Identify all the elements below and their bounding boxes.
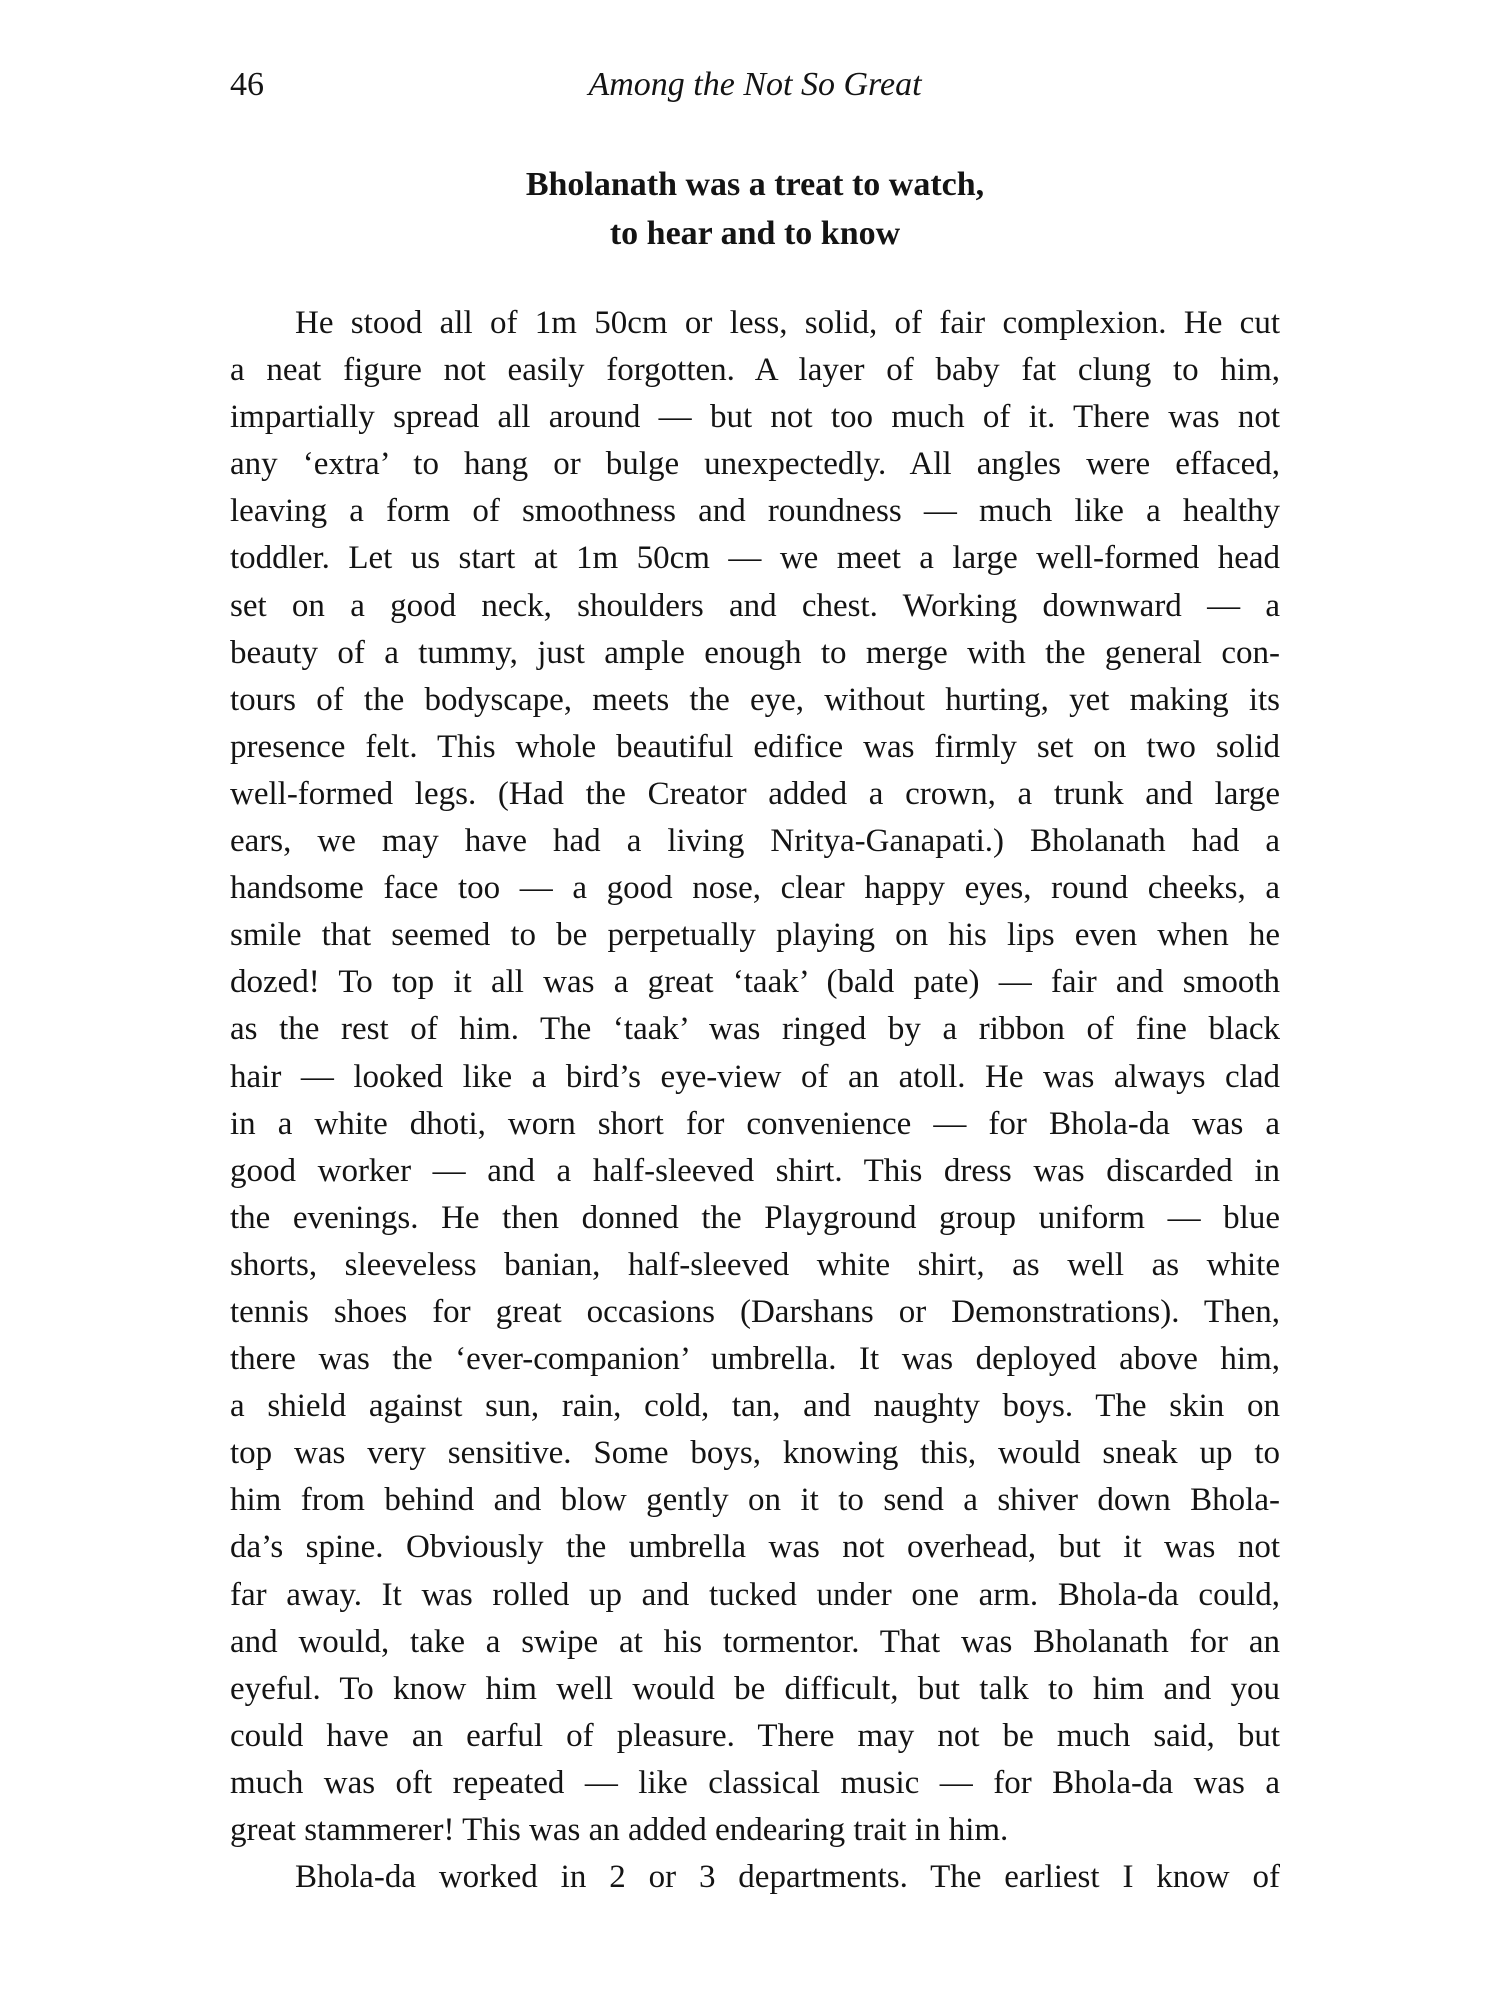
section-heading [230,160,1280,258]
body-text [230,300,1280,1901]
text-line: him from behind and blow gently on it to send a shiver down Bhola- [230,1482,1280,1519]
text-line: a neat figure not easily forgotten. A layer of baby fat clung to him, [230,352,1280,389]
text-line: ears, we may have had a living Nritya-Ganapati.) Bholanath had a [230,823,1280,860]
text-line: handsome face too — a good nose, clear happy eyes, round cheeks, a [230,870,1280,907]
text-line: hair — looked like a bird’s eye-view of an atoll. He was always clad [230,1058,1280,1095]
text-line: da’s spine. Obviously the umbrella was not overhead, but it was not [230,1529,1280,1566]
running-title: Among the Not So Great [588,66,922,103]
text-line: shorts, sleeveless banian, half-sleeved white shirt, as well as white [230,1246,1280,1283]
text-line: there was the ‘ever-companion’ umbrella. It was deployed above him, [230,1341,1280,1378]
text-line: dozed! To top it all was a great ‘taak’ (bald pate) — fair and smooth [230,964,1280,1001]
text-line: well-formed legs. (Had the Creator added a crown, a trunk and large [230,775,1280,812]
text-line: eyeful. To know him well would be difficult, but talk to him and you [230,1670,1280,1707]
text-line: He stood all of 1m 50cm or less, solid, of fair complexion. He cut [295,305,1280,341]
text-line: good worker — and a half-sleeved shirt. This dress was discarded in [230,1152,1280,1189]
text-line: and would, take a swipe at his tormentor. That was Bholanath for an [230,1623,1280,1660]
text-line: leaving a form of smoothness and roundness — much like a healthy [230,493,1280,530]
text-line: tours of the bodyscape, meets the eye, without hurting, yet making its [230,681,1280,718]
text-line: in a white dhoti, worn short for convenience — for Bhola-da was a [230,1105,1280,1142]
text-line: far away. It was rolled up and tucked under one arm. Bhola-da could, [230,1576,1280,1613]
text-line: great stammerer! This was an added endearing trait in him. [230,1812,1009,1848]
text-line: presence felt. This whole beautiful edifice was firmly set on two solid [230,728,1280,765]
running-head [230,62,1280,108]
text-line: as the rest of him. The ‘taak’ was ringed by a ribbon of fine black [230,1011,1280,1048]
text-line: beauty of a tummy, just ample enough to merge with the general con- [230,634,1280,671]
text-line: any ‘extra’ to hang or bulge unexpectedly. All angles were effaced, [230,446,1280,483]
text-line: Bhola-da worked in 2 or 3 departments. The earliest I know of [295,1859,1280,1896]
text-line: tennis shoes for great occasions (Darshans or Demonstrations). Then, [230,1293,1280,1330]
text-line: impartially spread all around — but not too much of it. There was not [230,399,1280,436]
text-line: top was very sensitive. Some boys, knowing this, would sneak up to [230,1435,1280,1472]
text-line: toddler. Let us start at 1m 50cm — we meet a large well-formed head [230,540,1280,577]
text-line: could have an earful of pleasure. There may not be much said, but [230,1717,1280,1754]
text-line: a shield against sun, rain, cold, tan, and naughty boys. The skin on [230,1388,1280,1425]
text-line: the evenings. He then donned the Playground group uniform — blue [230,1199,1280,1236]
section-heading-line: to hear and to know [609,215,901,252]
text-line: smile that seemed to be perpetually playing on his lips even when he [230,917,1280,954]
section-heading-line: Bholanath was a treat to watch, [525,166,985,203]
text-line: set on a good neck, shoulders and chest. Working downward — a [230,587,1280,624]
page-number: 46 [230,66,264,103]
text-line: much was oft repeated — like classical music — for Bhola-da was a [230,1764,1280,1801]
